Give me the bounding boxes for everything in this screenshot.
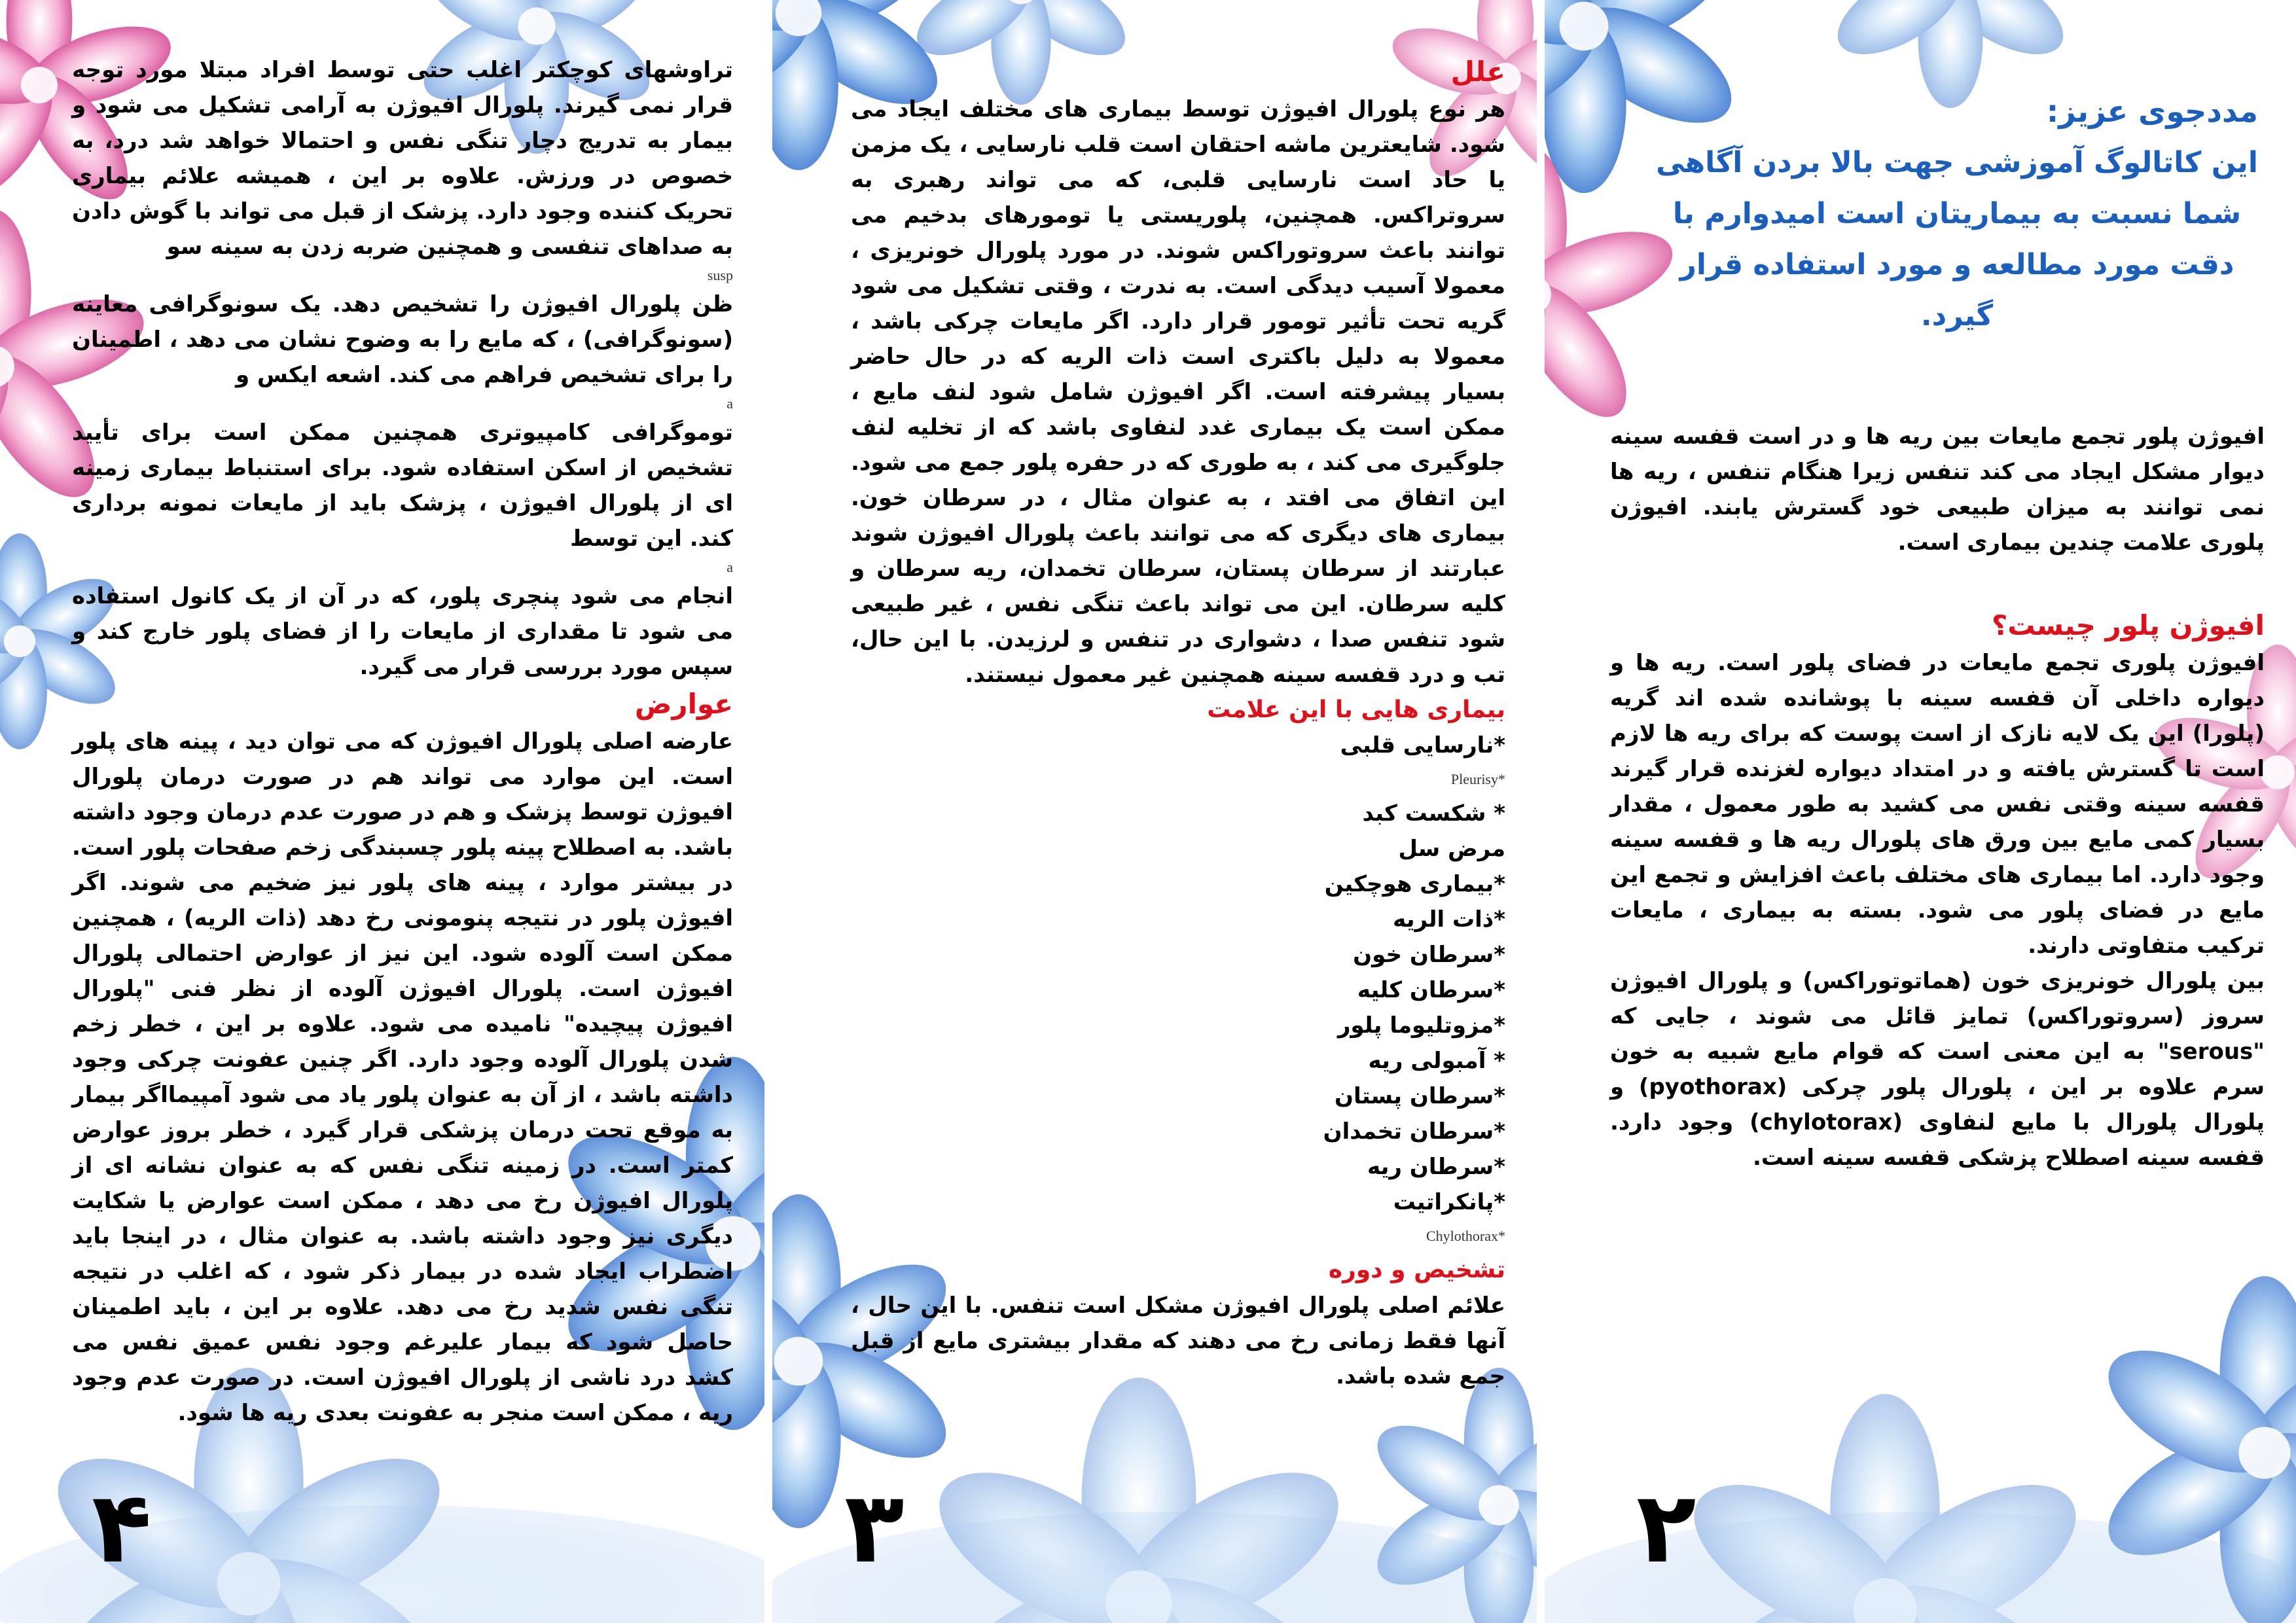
margin-note-a-2: a bbox=[726, 559, 733, 575]
diagnosis-continued-d: انجام می شود پنچری پلور، که در آن از یک کانول استفاده می شود تا مقداری از مایعات را از فضای پلور خارج کند و سپس مورد بررسی قرار می گیرد. bbox=[72, 583, 733, 680]
what-is-text-2: بین پلورال خونریزی خون (هماتوتوراکس) و پلورال افیوژن سروز (سروتوراکس) تمایز قائل می شوند ، جایی که "serous" به این معنی است که قوام مایع شبیه به خون سرم علاوه بر این ، پلورال پلور چرکی (pyothorax) و پلورال پلورال با مایع لنفاوی (chylotorax) وجود دارد. قفسه سینه اصطلاح پزشکی قفسه سینه است. bbox=[1610, 968, 2265, 1171]
intro-heading: مددجوی عزیز: bbox=[2046, 94, 2258, 129]
margin-note-susp: susp bbox=[707, 267, 733, 283]
diagnosis-text: علائم اصلی پلورال افیوژن مشکل است تنفس. با این حال ، آنها فقط زمانی رخ می دهند که مقدار بیشتری مایع از قبل جمع شده باشد. bbox=[851, 1293, 1505, 1389]
intro-body: این کاتالوگ آموزشی جهت بالا بردن آگاهی شما نسبت به بیماریتان است امیدوارم با دقت مورد مطالعه و مورد استفاده قرار گیرد. bbox=[1656, 146, 2258, 332]
fold-gutter-right bbox=[1537, 0, 1545, 1623]
what-is-heading: افیوژن پلور چیست؟ bbox=[1991, 609, 2265, 641]
page-3-text-column bbox=[851, 52, 1505, 1394]
list-item: *مزوتلیوما پلور bbox=[1337, 1012, 1505, 1039]
list-item: *پانکراتیت bbox=[1393, 1189, 1505, 1215]
list-item: *سرطان تخمدان bbox=[1323, 1118, 1505, 1145]
list-item: *سرطان ریه bbox=[1367, 1154, 1505, 1180]
list-item: * شکست کبد bbox=[1362, 800, 1505, 827]
page-4-panel bbox=[0, 0, 764, 1623]
definition-text: افیوژن پلور تجمع مایعات بین ریه ها و در است قفسه سینه دیوار مشکل ایجاد می کند تنفس زیرا هنگام تنفس ، ریه ها نمی توانند به میزان طبیعی خود گسترش یابند. افیوژن پلوری علامت چندین بیماری است. bbox=[1610, 423, 2265, 556]
diagnosis-heading: تشخیص و دوره bbox=[1328, 1257, 1505, 1283]
list-item: *سرطان کلیه bbox=[1357, 977, 1505, 1003]
list-item: *سرطان خون bbox=[1353, 942, 1505, 968]
list-item: *نارسایی قلبی bbox=[1340, 732, 1505, 758]
margin-note-pleurisy: Pleurisy* bbox=[1450, 771, 1505, 787]
related-diseases-heading: بیماری هایی با این علامت bbox=[1207, 696, 1505, 723]
causes-heading: علل bbox=[1450, 56, 1505, 88]
page-2-panel bbox=[1545, 0, 2296, 1623]
page-2-text-column bbox=[1610, 419, 2265, 1175]
what-is-text-1: افیوژن پلوری تجمع مایعات در فضای پلور است. ریه ها و دیواره داخلی آن قفسه سینه با پوشانده شده اند گریه (پلورا) این یک لایه نازک از است پوست که برای ریه ها لازم است تا گسترش یافته و در امتداد دیواره لغزنده قرار گیرند قفسه سینه وقتی نفس می کشید به طور معمول ، مقدار بسیار کمی مایع بین ورق های پلورال ریه ها و قفسه سینه وجود دارد. اما بیماری های مختلف باعث افزایش و تجمع این مایع در فضای پلور می شود. بسته به بیماری ، مایعات ترکیب متفاوتی دارند. bbox=[1610, 650, 2265, 959]
diagnosis-continued-a: تراوشهای کوچکتر اغلب حتی توسط افراد مبتلا مورد توجه قرار نمی گیرند. پلورال افیوژن به آرامی تشکیل می شود و بیمار به تدریج دچار تنگی نفس و احتمالا خواهد شد درد، به خصوص در ورزش. علاوه بر این ، همیشه علائم بیماری تحریک کننده وجود دارد. پزشک از قبل می تواند با گوش دادن به صداهای تنفسی و همچنین ضربه زدن به سینه سو bbox=[72, 57, 733, 260]
list-item: *ذات الریه bbox=[1393, 906, 1505, 933]
diagnosis-continued-c: توموگرافی کامپیوتری همچنین ممکن است برای تأیید تشخیص از اسکن استفاده شود. برای استنباط بیماری زمینه ای از پلورال افیوژن ، پزشک باید از مایعات نمونه برداری کند. این توسط bbox=[72, 419, 733, 552]
list-item: مرض سل bbox=[1398, 836, 1505, 862]
page-number-2: ۲ bbox=[1636, 1471, 1696, 1585]
causes-text: هر نوع پلورال افیوژن توسط بیماری های مختلف ایجاد می شود. شایعترین ماشه احتقان است قلب نارسایی ، یک مزمن یا حاد است نارسایی قلبی، که می تواند رهبری به سروتراکس. همچنین، پلوریستی یا تومورهای بدخیم می توانند باعث سروتوراکس شوند. در مورد پلورال خونریزی ، معمولا آسیب دیدگی است. به ندرت ، وقتی تشکیل می شود گریه تحت تأثیر تومور قرار دارد. اگر مایعات چرکی باشد ، معمولا به دلیل باکتری است ذات الریه که در حال حاضر بسیار پیشرفته است. اگر افیوژن شامل شود لنف مایع ، ممکن است یک بیماری غدد لنفاوی باشد که از تخلیه لنف جلوگیری می کند ، به طوری که در حفره پلور جمع می شود. این اتفاق می افتد ، به عنوان مثال ، در سرطان خون. بیماری های دیگری که می توانند باعث پلورال افیوژن شوند عبارتند از سرطان پستان، سرطان تخمدان، ریه سرطان و کلیه سرطان. این می تواند باعث تنگی نفس ، غیر طبیعی شود تنفس صدا ، دشواری در تنفس و لرزیدن. با این حال، تب و درد قفسه سینه همچنین غیر معمول نیستند. bbox=[851, 96, 1505, 688]
list-item: *بیماری هوچکین bbox=[1324, 871, 1505, 897]
related-diseases-list bbox=[851, 728, 1505, 1246]
page-3-panel bbox=[772, 0, 1537, 1623]
complications-heading: عوارض bbox=[634, 688, 733, 720]
complications-text: عارضه اصلی پلورال افیوژن که می توان دید ، پینه های پلور است. این موارد می تواند هم در صورت درمان پلورال افیوژن توسط پزشک و هم در صورت عدم درمان وجود داشته باشد. به اصطلاح پینه پلور چسبندگی زخم صفحات پلور است. در بیشتر موارد ، پینه های پلور نیز ضخیم می شوند. اگر افیوژن پلور در نتیجه پنومونی رخ دهد (ذات الریه) ، همچنین ممکن است آلوده شود. این نیز از عوارض احتمالی پلورال افیوژن است. پلورال افیوژن آلوده از نظر فنی "پلورال افیوژن پیچیده" نامیده می شود. علاوه بر این ، خطر زخم شدن پلورال آلوده وجود دارد. اگر چنین عفونت چرکی وجود داشته باشد ، از آن به عنوان پلور یاد می شود آمپیمااگر بیمار به موقع تحت درمان پزشکی قرار گیرد ، خطر بروز عوارض کمتر است. در زمینه تنگی نفس که به عنوان نشانه ای از پلورال افیوژن رخ می دهد ، ممکن است عوارض یا شکایت دیگری نیز وجود داشته باشد. به عنوان مثال ، در اینجا باید اضطراب ایجاد شده در بیمار ذکر شود ، که اغلب در نتیجه تنگی نفس شدید رخ می دهد. علاوه بر این ، باید اطمینان حاصل شود که بیمار علیرغم وجود نفس عمیق نفس می کشد درد ناشی از پلورال افیوژن است. در صورت عدم وجود ریه ، ممکن است منجر به عفونت بعدی ریه ها شود. bbox=[72, 728, 733, 1426]
diagnosis-continued-b: ظن پلورال افیوژن را تشخیص دهد. یک سونوگرافی معاینه (سونوگرافی) ، که مایع را به وضوح نشان می دهد ، اطمینان را برای تشخیص فراهم می کند. اشعه ایکس و bbox=[72, 291, 733, 388]
page-number-4: ۴ bbox=[92, 1471, 152, 1585]
page-number-3: ۳ bbox=[844, 1471, 905, 1585]
fold-gutter-left bbox=[764, 0, 772, 1623]
margin-note-a-1: a bbox=[726, 395, 733, 412]
margin-note-chylothorax: Chylothorax* bbox=[1426, 1228, 1505, 1244]
list-item: *سرطان پستان bbox=[1334, 1083, 1505, 1109]
intro-message bbox=[1656, 85, 2258, 342]
list-item: * آمبولی ریه bbox=[1368, 1048, 1505, 1074]
page-4-text-column bbox=[72, 52, 733, 1431]
